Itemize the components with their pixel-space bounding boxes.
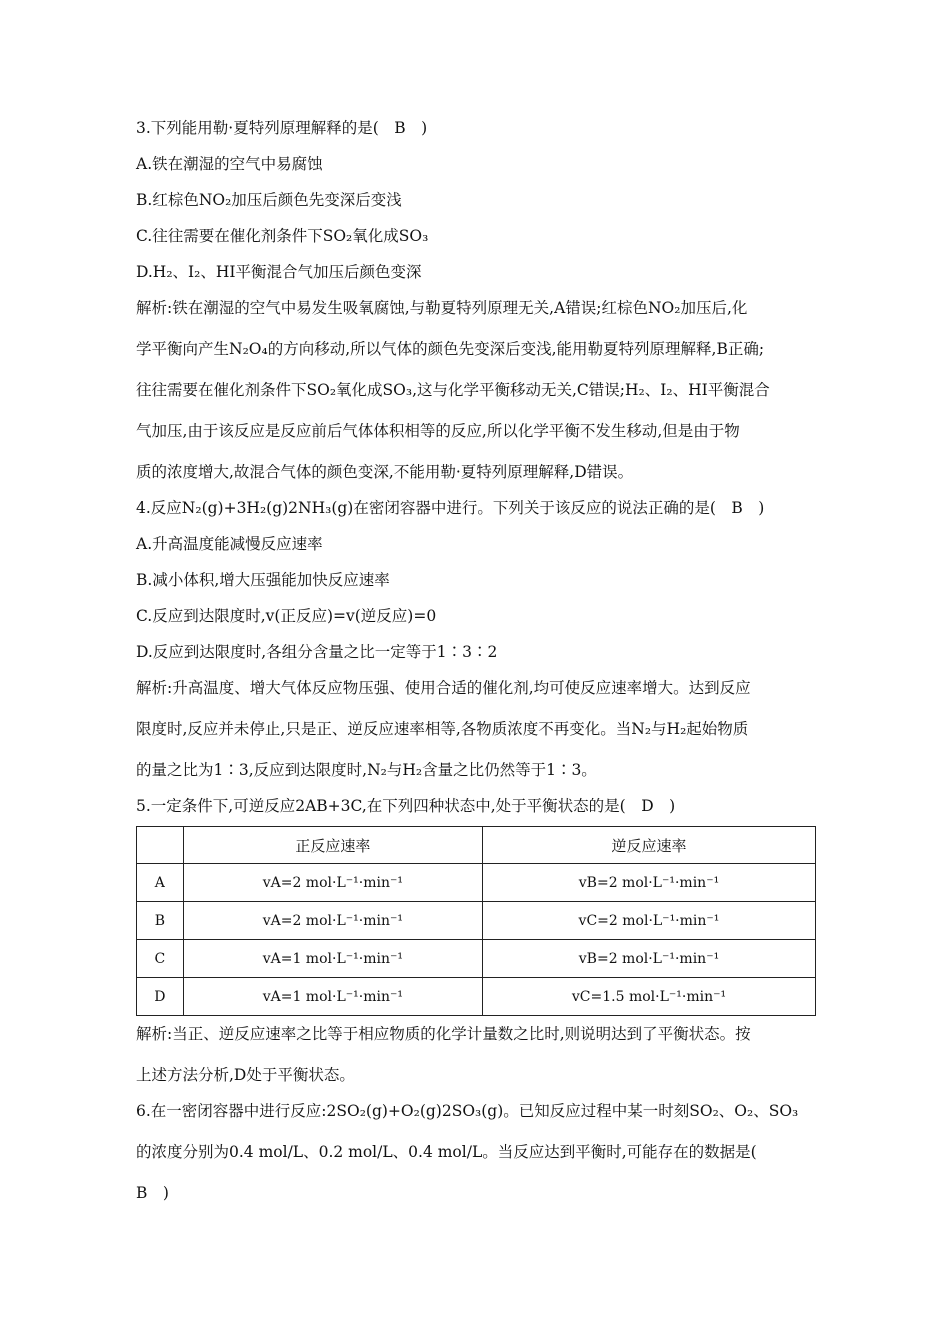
q3-analysis-line: 解析:铁在潮湿的空气中易发生吸氧腐蚀,与勒夏特列原理无关,A错误;红棕色NO₂加压后,化: [136, 299, 748, 317]
q3-stem: 3.下列能用勒·夏特列原理解释的是( B ): [136, 119, 428, 137]
q4-analysis-line: 的量之比为1∶3,反应到达限度时,N₂与H₂含量之比仍然等于1∶3。: [136, 761, 597, 779]
table-header-forward-rate: 正反应速率: [183, 827, 482, 864]
q3-option-b: B.红棕色NO₂加压后颜色先变深后变浅: [136, 191, 402, 209]
table-header-row: [137, 827, 816, 864]
q4-analysis-line: 限度时,反应并未停止,只是正、逆反应速率相等,各物质浓度不再变化。当N₂与H₂起始物质: [136, 720, 749, 738]
q4-option-b: B.减小体积,增大压强能加快反应速率: [136, 571, 390, 589]
q5-analysis-line: 上述方法分析,D处于平衡状态。: [136, 1066, 355, 1084]
table-cell: vB=2 mol·L⁻¹·min⁻¹: [482, 940, 815, 978]
q4-stem: 4.反应N₂(g)+3H₂(g)2NH₃(g)在密闭容器中进行。下列关于该反应的说法正确的是( B ): [136, 499, 765, 517]
table-cell-label: C: [137, 940, 184, 978]
table-row: [137, 902, 816, 940]
table-cell: vC=2 mol·L⁻¹·min⁻¹: [482, 902, 815, 940]
table-cell: vB=2 mol·L⁻¹·min⁻¹: [482, 864, 815, 902]
q3-option-c: C.往往需要在催化剂条件下SO₂氧化成SO₃: [136, 227, 429, 245]
table-cell: vA=1 mol·L⁻¹·min⁻¹: [183, 940, 482, 978]
q3-analysis-line: 学平衡向产生N₂O₄的方向移动,所以气体的颜色先变深后变浅,能用勒夏特列原理解释,B正确;: [136, 340, 765, 358]
q3-option-a: A.铁在潮湿的空气中易腐蚀: [136, 155, 323, 173]
q4-option-c: C.反应到达限度时,v(正反应)=v(逆反应)=0: [136, 607, 437, 625]
table-cell: vA=1 mol·L⁻¹·min⁻¹: [183, 978, 482, 1016]
table-cell-label: B: [137, 902, 184, 940]
q5-analysis-line: 解析:当正、逆反应速率之比等于相应物质的化学计量数之比时,则说明达到了平衡状态。按: [136, 1025, 751, 1043]
table-cell: vA=2 mol·L⁻¹·min⁻¹: [183, 902, 482, 940]
document-page: [136, 118, 816, 1219]
table-cell-label: D: [137, 978, 184, 1016]
q3-analysis-line: 往往需要在催化剂条件下SO₂氧化成SO₃,这与化学平衡移动无关,C错误;H₂、I₂、HI平衡混合: [136, 381, 770, 399]
q5-stem: 5.一定条件下,可逆反应2AB+3C,在下列四种状态中,处于平衡状态的是( D ): [136, 797, 676, 815]
q3-option-d: D.H₂、I₂、HI平衡混合气加压后颜色变深: [136, 263, 422, 281]
q6-stem-line: B ): [136, 1184, 169, 1202]
table-cell-label: A: [137, 864, 184, 902]
q6-stem-line: 6.在一密闭容器中进行反应:2SO₂(g)+O₂(g)2SO₃(g)。已知反应过程中某一时刻SO₂、O₂、SO₃: [136, 1102, 799, 1120]
table-header-cell: [137, 827, 184, 864]
table-cell: vC=1.5 mol·L⁻¹·min⁻¹: [482, 978, 815, 1016]
q4-option-d: D.反应到达限度时,各组分含量之比一定等于1∶3∶2: [136, 643, 498, 661]
table-row: [137, 978, 816, 1016]
q3-analysis-line: 气加压,由于该反应是反应前后气体体积相等的反应,所以化学平衡不发生移动,但是由于物: [136, 422, 740, 440]
table-cell: vA=2 mol·L⁻¹·min⁻¹: [183, 864, 482, 902]
q4-option-a: A.升高温度能减慢反应速率: [136, 535, 323, 553]
q6-stem-line: 的浓度分别为0.4 mol/L、0.2 mol/L、0.4 mol/L。当反应达到平衡时,可能存在的数据是(: [136, 1143, 757, 1161]
table-header-reverse-rate: 逆反应速率: [482, 827, 815, 864]
table-row: [137, 864, 816, 902]
table-row: [137, 940, 816, 978]
rate-table: [136, 826, 816, 1016]
q4-analysis-line: 解析:升高温度、增大气体反应物压强、使用合适的催化剂,均可使反应速率增大。达到反应: [136, 679, 751, 697]
q3-analysis-line: 质的浓度增大,故混合气体的颜色变深,不能用勒·夏特列原理解释,D错误。: [136, 463, 634, 481]
